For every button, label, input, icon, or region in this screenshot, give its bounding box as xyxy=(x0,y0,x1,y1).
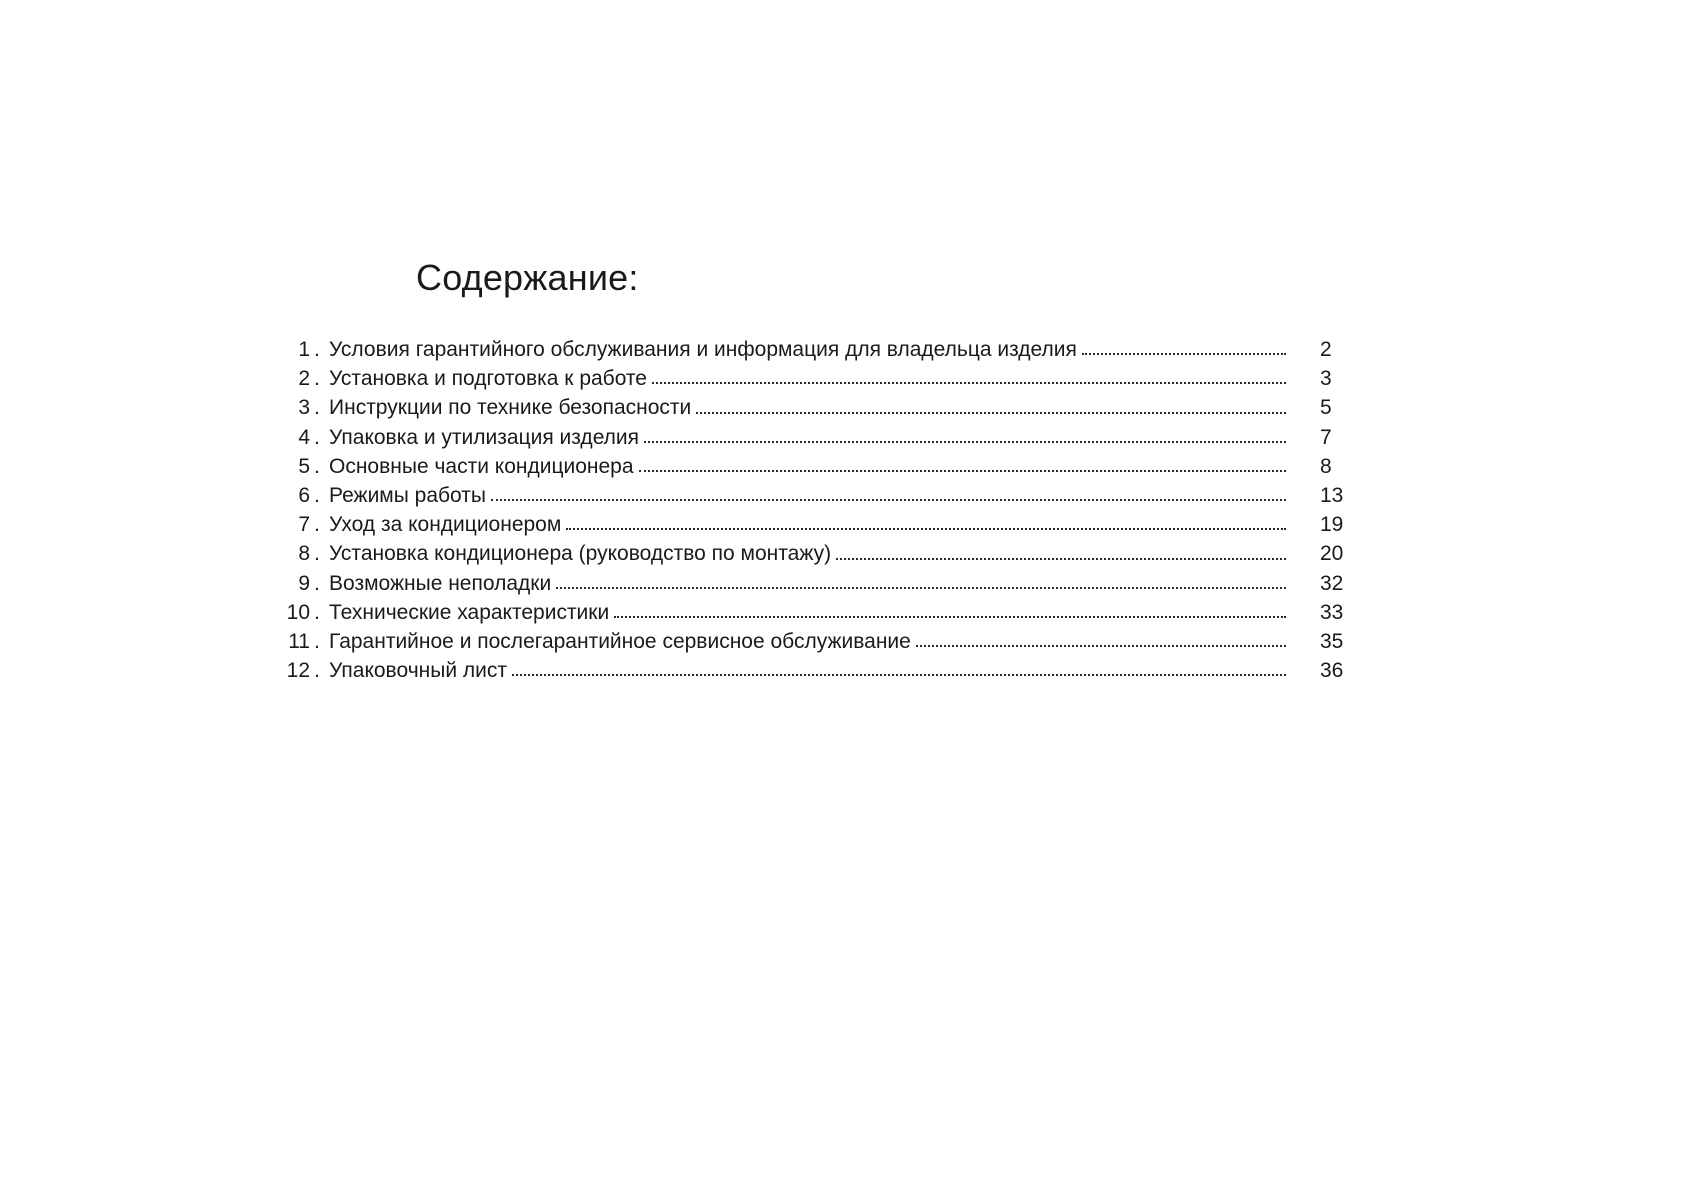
toc-entry[interactable] xyxy=(276,423,1352,452)
toc-entry-page: 7 xyxy=(1320,425,1332,449)
toc-entry-body xyxy=(329,452,1286,481)
toc-entry-title: Установка и подготовка к работе xyxy=(329,367,647,391)
dot-leader xyxy=(639,464,1286,472)
toc-entry-page: 36 xyxy=(1320,659,1344,683)
toc-entry-page: 19 xyxy=(1320,513,1344,537)
toc-entry-separator: . xyxy=(314,483,320,507)
toc-entry[interactable] xyxy=(276,335,1352,364)
dot-leader xyxy=(491,493,1286,501)
toc-entry-title: Технические характеристики xyxy=(329,600,610,624)
toc-entry-number: 2 xyxy=(298,367,310,391)
table-of-contents xyxy=(276,335,1352,685)
toc-entry-separator: . xyxy=(314,338,320,361)
toc-entry-body xyxy=(329,598,1286,627)
toc-entry-number: 3 xyxy=(298,396,310,420)
toc-entry-body xyxy=(329,627,1286,656)
toc-entry[interactable] xyxy=(276,452,1352,481)
toc-entry-number: 9 xyxy=(298,571,310,595)
toc-entry-title: Установка кондиционера (руководство по монтажу) xyxy=(329,542,832,566)
toc-entry-separator: . xyxy=(314,571,320,595)
toc-entry-body xyxy=(329,510,1286,539)
toc-entry-title: Уход за кондиционером xyxy=(329,513,562,537)
dot-leader xyxy=(652,376,1286,384)
toc-entry-separator: . xyxy=(314,600,320,624)
dot-leader xyxy=(836,552,1286,560)
toc-entry[interactable] xyxy=(276,656,1352,685)
toc-entry-body xyxy=(329,539,1286,568)
toc-entry-title: Упаковка и утилизация изделия xyxy=(329,425,640,449)
toc-entry[interactable] xyxy=(276,364,1352,393)
toc-entry-number: 10 xyxy=(286,600,310,624)
dot-leader xyxy=(566,522,1286,530)
toc-entry-page: 13 xyxy=(1320,483,1344,507)
toc-entry-page: 8 xyxy=(1320,454,1332,478)
toc-entry-title: Инструкции по технике безопасности xyxy=(329,396,692,420)
toc-entry-separator: . xyxy=(314,513,320,537)
dot-leader xyxy=(556,581,1286,589)
toc-entry-separator: . xyxy=(314,454,320,478)
toc-entry[interactable] xyxy=(276,481,1352,510)
dot-leader xyxy=(644,435,1286,443)
toc-entry-title: Основные части кондиционера xyxy=(329,454,634,478)
toc-entry[interactable] xyxy=(276,627,1352,656)
toc-entry-number: 12 xyxy=(286,659,310,683)
toc-entry-number: 7 xyxy=(298,513,310,537)
toc-entry-number: 1 xyxy=(298,338,310,361)
toc-entry[interactable] xyxy=(276,393,1352,422)
toc-entry-body xyxy=(329,656,1286,685)
dot-leader xyxy=(512,668,1286,676)
toc-entry-title: Гарантийное и послегарантийное сервисное обслуживание xyxy=(329,629,911,653)
toc-entry-page: 5 xyxy=(1320,396,1332,420)
toc-entry-title: Режимы работы xyxy=(329,483,486,507)
toc-entry-number: 5 xyxy=(298,454,310,478)
toc-entry-page: 35 xyxy=(1320,629,1344,653)
dot-leader xyxy=(614,610,1286,618)
toc-entry[interactable] xyxy=(276,569,1352,598)
toc-entry-separator: . xyxy=(314,542,320,566)
toc-entry-body xyxy=(329,569,1286,598)
toc-entry-body xyxy=(329,481,1286,510)
toc-entry-title: Возможные неполадки xyxy=(329,571,552,595)
toc-entry-number: 11 xyxy=(288,629,310,653)
toc-entry-body xyxy=(329,335,1286,364)
toc-entry-title: Упаковочный лист xyxy=(329,659,507,683)
toc-entry-page: 33 xyxy=(1320,600,1344,624)
toc-entry-body xyxy=(329,423,1286,452)
page-title: Содержание: xyxy=(416,257,639,298)
toc-entry-separator: . xyxy=(314,367,320,391)
toc-entry-number: 4 xyxy=(298,425,310,449)
toc-entry-page: 20 xyxy=(1320,542,1344,566)
dot-leader xyxy=(916,639,1286,647)
toc-entry-separator: . xyxy=(314,396,320,420)
toc-entry-separator: . xyxy=(314,425,320,449)
toc-entry-page: 3 xyxy=(1320,367,1332,391)
toc-entry[interactable] xyxy=(276,539,1352,568)
dot-leader xyxy=(1082,347,1286,355)
toc-entry-body xyxy=(329,364,1286,393)
toc-entry-separator: . xyxy=(314,629,320,653)
toc-entry[interactable] xyxy=(276,510,1352,539)
toc-entry-title: Условия гарантийного обслуживания и информация для владельца изделия xyxy=(329,338,1077,361)
toc-entry-body xyxy=(329,393,1286,422)
toc-entry-number: 8 xyxy=(298,542,310,566)
toc-entry-page: 2 xyxy=(1320,338,1332,361)
toc-entry-page: 32 xyxy=(1320,571,1344,595)
toc-entry[interactable] xyxy=(276,598,1352,627)
toc-entry-number: 6 xyxy=(298,483,310,507)
dot-leader xyxy=(696,406,1286,414)
toc-entry-separator: . xyxy=(314,659,320,683)
